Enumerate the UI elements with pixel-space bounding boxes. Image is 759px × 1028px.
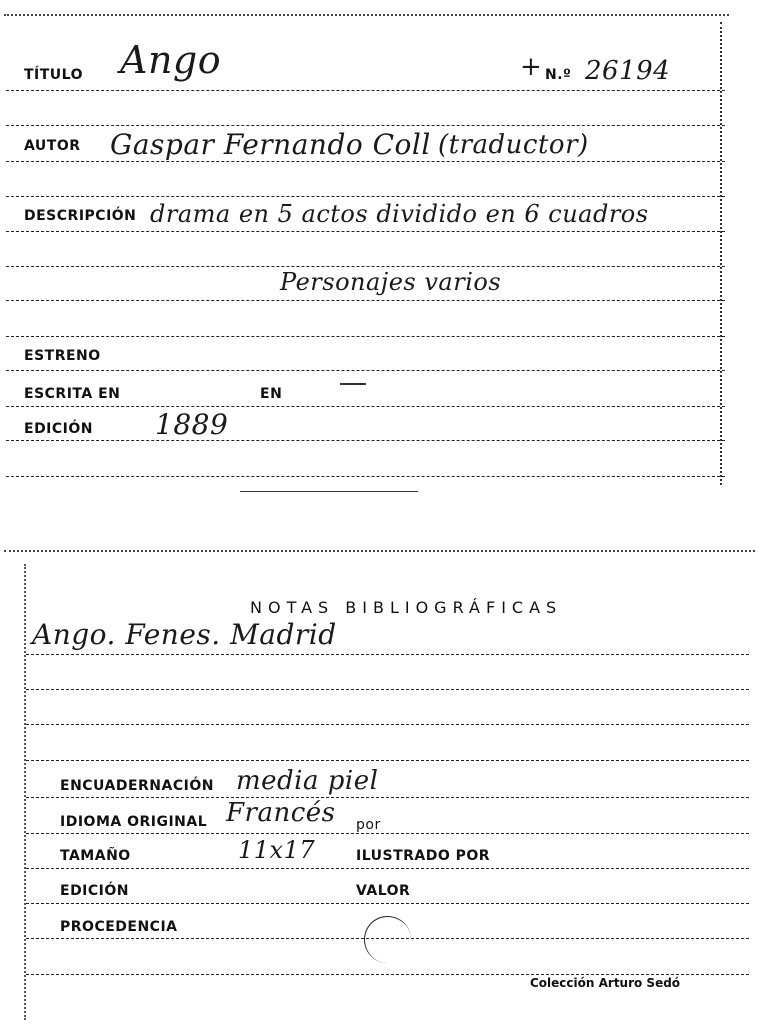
collection-footer: Colección Arturo Sedó — [530, 976, 681, 990]
rule-line — [6, 161, 725, 162]
idioma-value: Francés — [226, 798, 336, 828]
rule-line — [26, 654, 749, 655]
descripcion-label: DESCRIPCIÓN — [24, 208, 137, 224]
numero-value: 26194 — [585, 56, 671, 86]
titulo-label: TÍTULO — [24, 67, 83, 83]
ilustrado-label: ILUSTRADO POR — [356, 848, 491, 864]
rule-line — [6, 406, 725, 407]
en-label: EN — [260, 386, 283, 402]
numero-label: N.º — [545, 67, 572, 83]
ink-mark — [340, 383, 366, 385]
procedencia-label: PROCEDENCIA — [60, 919, 178, 935]
encuadernacion-value: media piel — [236, 766, 379, 796]
tamano-value: 11x17 — [238, 836, 316, 864]
rule-line — [26, 868, 749, 869]
card-top-edge — [4, 550, 755, 552]
tamano-label: TAMAÑO — [60, 848, 131, 864]
rule-line — [26, 974, 749, 975]
catalog-card-bottom — [0, 540, 759, 1028]
edicion-label-2: EDICIÓN — [60, 883, 129, 899]
rule-line — [6, 476, 725, 477]
numero-mark: + — [520, 52, 543, 82]
rule-line — [6, 370, 725, 371]
rule-line — [6, 336, 725, 337]
rule-line — [26, 689, 749, 690]
rule-line — [6, 125, 725, 126]
rule-line — [26, 797, 749, 798]
notas-heading: NOTAS BIBLIOGRÁFICAS — [250, 598, 563, 617]
idioma-label: IDIOMA ORIGINAL — [60, 814, 208, 830]
rule-line — [6, 90, 725, 91]
catalog-card-top — [0, 0, 759, 495]
edicion-value: 1889 — [155, 408, 229, 441]
card-torn-edge — [240, 491, 418, 492]
rule-line — [6, 231, 725, 232]
nota-value: Ango. Fenes. Madrid — [32, 618, 337, 651]
rule-line — [6, 266, 725, 267]
card-left-edge — [24, 564, 26, 1020]
descripcion-value: drama en 5 actos dividido en 6 cuadros — [150, 200, 649, 228]
rule-line — [26, 724, 749, 725]
card-top-edge — [4, 14, 729, 16]
rule-line — [26, 833, 749, 834]
descripcion-value-2: Personajes varios — [280, 268, 502, 296]
autor-label: AUTOR — [24, 138, 81, 154]
estreno-label: ESTRENO — [24, 348, 101, 364]
rule-line — [26, 760, 749, 761]
escrita-en-label: ESCRITA EN — [24, 386, 121, 402]
rule-line — [26, 903, 749, 904]
card-right-edge — [720, 22, 722, 485]
autor-note: (traductor) — [438, 130, 589, 160]
rule-line — [6, 440, 725, 441]
edicion-label: EDICIÓN — [24, 421, 93, 437]
rule-line — [6, 196, 725, 197]
valor-label: VALOR — [356, 883, 411, 899]
autor-value: Gaspar Fernando Coll — [110, 128, 431, 161]
encuadernacion-label: ENCUADERNACIÓN — [60, 778, 214, 794]
titulo-value: Ango — [120, 38, 222, 82]
por-label: por — [356, 817, 381, 833]
hole-mark — [364, 916, 411, 963]
rule-line — [6, 300, 725, 301]
